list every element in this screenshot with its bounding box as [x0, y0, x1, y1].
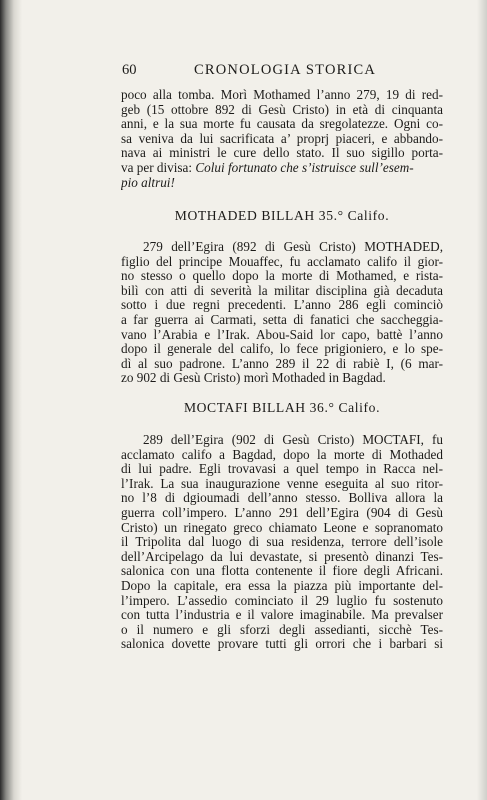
text-line: no l’8 di dgioumadi dell’anno stesso. Bolliva allora la — [121, 491, 443, 506]
text-line: il Tripolita dal luogo di sua residenza, terrore dell’isole — [121, 535, 443, 550]
text-line: pio altrui! — [121, 175, 175, 190]
text-line: no stesso o quello dopo la morte di Mothamed, e rista- — [121, 269, 443, 284]
text-line: con tutta l’industria e il valore imaginabile. Ma prevalser — [121, 608, 443, 623]
text-line: Cristo) un rinegato greco chiamato Leone e sopranomato — [121, 520, 443, 535]
text-line: 279 dell’Egira (892 di Gesù Cristo) MOTHADED, — [143, 240, 443, 254]
paragraph-mothamed-end — [121, 88, 443, 190]
section-heading-moctafi: MOCTAFI BILLAH 36.° Califo. — [183, 400, 381, 415]
text-line: geb (15 ottobre 892 di Gesù Cristo) in età di cinquanta — [121, 102, 443, 117]
text-line: zo 902 di Gesù Cristo) morì Mothaded in Bagdad. — [121, 371, 386, 386]
text-line: sa veniva da lui sacrificata a’ proprj piaceri, e abbando- — [121, 131, 443, 146]
section-heading-mothaded: MOTHADED BILLAH 35.° Califo. — [174, 208, 390, 223]
text-line: sotto i due regni precedenti. L’anno 286 egli cominciò — [121, 298, 443, 313]
running-title: CRONOLOGIA STORICA — [194, 62, 377, 78]
text-line: dell’Arcipelago da lui devastate, si presentò dinanzi Tes- — [121, 549, 443, 564]
binding-shadow — [0, 0, 22, 800]
page-edge-shadow — [477, 0, 487, 800]
text-line: dopo il generale del califo, lo fece prigioniero, e lo spe- — [121, 342, 443, 357]
text-line: di lui padre. Egli trovavasi a quel tempo in Racca nel- — [121, 462, 443, 477]
paragraph-mothaded — [121, 240, 443, 386]
text-line: guerra coll’impero. L’anno 291 dell’Egira (904 di Gesù — [121, 505, 443, 520]
text-line: poco alla tomba. Morì Mothamed l’anno 279, 19 di red- — [121, 88, 443, 102]
text-line: Dopo la capitale, era essa la piazza più importante del- — [121, 578, 443, 593]
text-line: 289 dell’Egira (902 di Gesù Cristo) MOCTAFI, fu — [143, 433, 443, 447]
text-line: dì al suo padrone. L’anno 289 il 22 di rabiè I, (6 mar- — [121, 356, 443, 371]
text-line: bilì con atti di severità la militar disciplina già decaduta — [121, 283, 443, 298]
text-line: l’impero. L’assedio cominciato il 29 luglio fu sostenuto — [121, 593, 443, 608]
text-line: salonica con una flotta contenente il fiore degli Africani. — [121, 564, 443, 579]
text-line: vano l’Arabia e l’Irak. Abou-Said lor capo, battè l’anno — [121, 327, 443, 342]
text-line: a far guerra ai Carmati, setta di fanatici che saccheggia- — [121, 312, 443, 327]
text-line: nava ai ministri le cure dello stato. Il suo sigillo porta- — [121, 146, 443, 161]
text-line: salonica dovette provare tutti gli orrori che i barbari si — [121, 637, 443, 652]
text-line — [121, 161, 443, 176]
text-line: l’Irak. La sua inaugurazione venne eseguita al suo ritor- — [121, 476, 443, 491]
paragraph-moctafi — [121, 433, 443, 652]
text-line: anni, e la sua morte fu causata da sregolatezze. Ogni co- — [121, 117, 443, 132]
motto-intro: va per divisa: — [121, 160, 196, 175]
running-head — [122, 62, 440, 80]
text-line: figlio del principe Mouaffec, fu acclamato califo il gior- — [121, 254, 443, 269]
text-line: o il numero e gli sforzi degli assedianti, sicchè Tes- — [121, 622, 443, 637]
page-number: 60 — [122, 62, 137, 78]
text-line: acclamato califo a Bagdad, dopo la morte di Mothaded — [121, 447, 443, 462]
motto-text: Colui fortunato che s’istruisce sull’esem- — [195, 160, 414, 175]
